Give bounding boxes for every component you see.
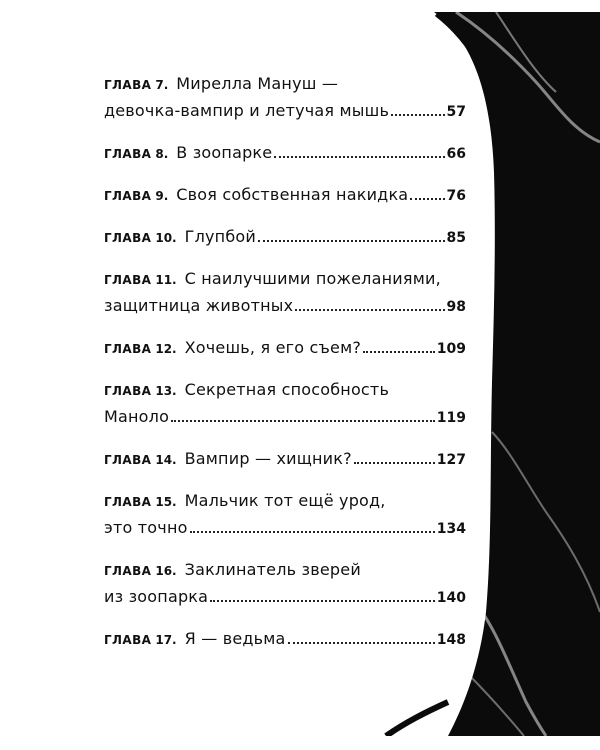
dot-leader — [171, 420, 435, 422]
chapter-number: 9. — [155, 189, 169, 203]
chapter-title: Мальчик тот ещё урод, — [184, 491, 386, 510]
toc-entry[interactable] — [104, 338, 466, 365]
chapter-label: ГЛАВА — [104, 342, 152, 356]
dot-leader — [354, 462, 435, 464]
page-number: 148 — [436, 632, 466, 648]
toc-entry[interactable] — [104, 74, 466, 128]
chapter-label: ГЛАВА — [104, 453, 152, 467]
chapter-number: 12. — [155, 342, 177, 356]
page-number: 57 — [446, 104, 466, 120]
toc-entry[interactable] — [104, 380, 466, 434]
chapter-title: Глупбой — [184, 227, 256, 246]
toc-entry[interactable] — [104, 185, 466, 212]
chapter-label: ГЛАВА — [104, 189, 152, 203]
chapter-title-continuation: из зоопарка — [104, 587, 209, 606]
chapter-label: ГЛАВА — [104, 495, 152, 509]
dot-leader — [258, 240, 445, 242]
dot-leader — [410, 198, 444, 200]
chapter-title: Мирелла Мануш — — [176, 74, 339, 93]
toc-entry[interactable] — [104, 449, 466, 476]
chapter-title-continuation: Маноло — [104, 407, 170, 426]
chapter-title: С наилучшими пожеланиями, — [184, 269, 441, 288]
page-number: 66 — [446, 146, 466, 162]
dot-leader — [190, 531, 435, 533]
toc-entry[interactable] — [104, 143, 466, 170]
toc-entry[interactable] — [104, 629, 466, 656]
chapter-number: 7. — [155, 78, 169, 92]
table-of-contents — [104, 74, 466, 656]
chapter-title-continuation: защитница животных — [104, 296, 294, 315]
chapter-label: ГЛАВА — [104, 564, 152, 578]
page-number: 119 — [436, 410, 466, 426]
chapter-number: 16. — [155, 564, 177, 578]
chapter-label: ГЛАВА — [104, 231, 152, 245]
page-number: 76 — [446, 188, 466, 204]
dot-leader — [295, 309, 444, 311]
chapter-number: 13. — [155, 384, 177, 398]
toc-entry[interactable] — [104, 227, 466, 254]
chapter-label: ГЛАВА — [104, 273, 152, 287]
chapter-number: 17. — [155, 633, 177, 647]
chapter-title: Своя собственная накидка — [176, 185, 409, 204]
branch-decoration — [482, 612, 546, 736]
dot-leader — [274, 156, 444, 158]
chapter-title: В зоопарке — [176, 143, 273, 162]
chapter-label: ГЛАВА — [104, 147, 152, 161]
chapter-number: 10. — [155, 231, 177, 245]
chapter-title: Хочешь, я его съем? — [184, 338, 362, 357]
chapter-label: ГЛАВА — [104, 78, 152, 92]
dot-leader — [391, 114, 444, 116]
toc-entry[interactable] — [104, 269, 466, 323]
chapter-title: Вампир — хищник? — [184, 449, 352, 468]
dot-leader — [363, 351, 435, 353]
page-number: 109 — [436, 341, 466, 357]
chapter-title-continuation: девочка-вампир и летучая мышь — [104, 101, 390, 120]
page-number: 85 — [446, 230, 466, 246]
chapter-title: Секретная способность — [184, 380, 390, 399]
page-number: 127 — [436, 452, 466, 468]
chapter-title: Я — ведьма — [184, 629, 286, 648]
branch-decoration — [492, 432, 600, 612]
dot-leader — [210, 600, 435, 602]
chapter-title-continuation: это точно — [104, 518, 188, 537]
dot-leader — [288, 642, 435, 644]
toc-entry[interactable] — [104, 560, 466, 614]
page-number: 140 — [436, 590, 466, 606]
chapter-label: ГЛАВА — [104, 633, 152, 647]
page-number: 134 — [436, 521, 466, 537]
chapter-number: 15. — [155, 495, 177, 509]
toc-entry[interactable] — [104, 491, 466, 545]
chapter-number: 8. — [155, 147, 169, 161]
chapter-label: ГЛАВА — [104, 384, 152, 398]
page-number: 98 — [446, 299, 466, 315]
chapter-number: 11. — [155, 273, 177, 287]
chapter-number: 14. — [155, 453, 177, 467]
chapter-title: Заклинатель зверей — [184, 560, 361, 579]
